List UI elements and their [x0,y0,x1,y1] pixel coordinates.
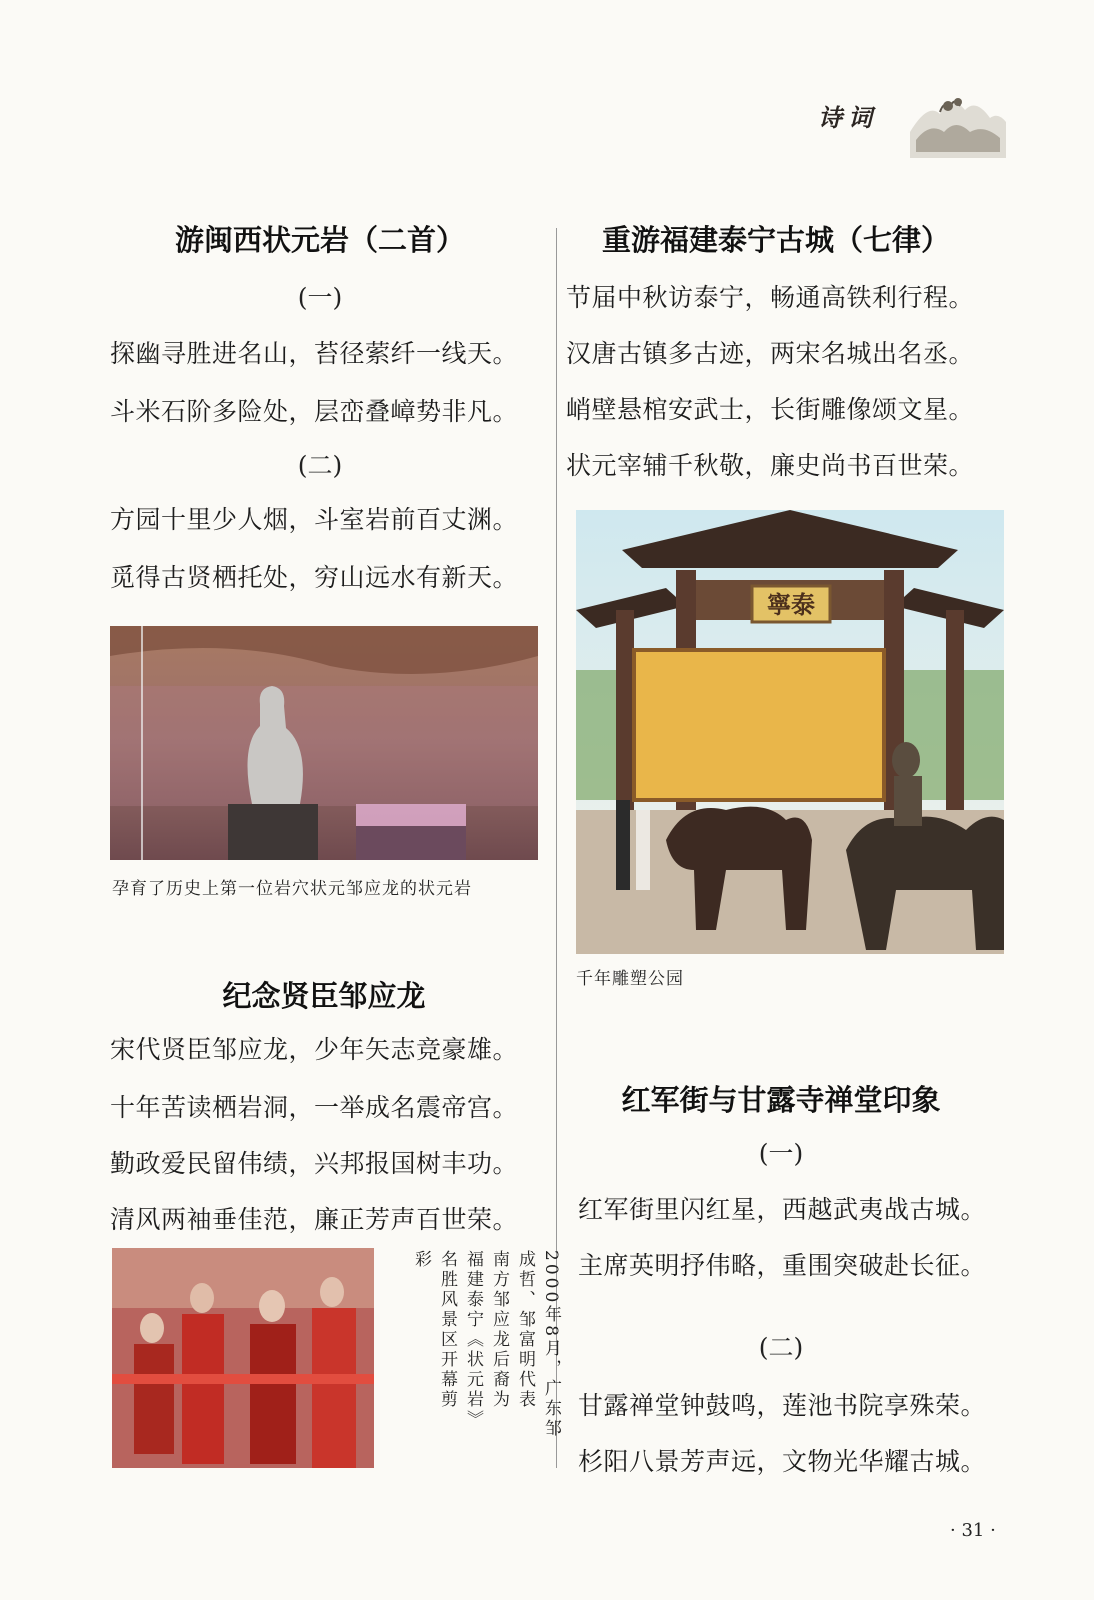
poem1-part2-label: (二) [297,451,343,480]
photo2-caption-col: 名胜风景区开幕剪 [437,1250,457,1410]
landscape-ornament [910,62,1006,158]
poem1-line: 探幽寻胜进名山，苔径萦纤一线天。 [110,339,519,368]
poem4-line: 主席英明抒伟略，重围突破赴长征。 [578,1251,987,1280]
photo2-caption-col: 2000年8月，广东邹 [541,1250,561,1440]
poem2-line: 勤政爱民留伟绩，兴邦报国树丰功。 [110,1149,519,1178]
poem2-line: 十年苦读栖岩洞，一举成名震帝宫。 [110,1093,519,1122]
photo1-caption: 孕育了历史上第一位岩穴状元邹应龙的状元岩 [112,879,472,899]
poem2-line: 清风两袖垂佳范，廉正芳声百世荣。 [110,1205,519,1234]
poem4-line: 红军街里闪红星，西越武夷战古城。 [578,1195,987,1224]
poem3-line: 峭壁悬棺安武士，长街雕像颂文星。 [566,395,975,424]
photo2-caption-col: 南方邹应龙后裔为 [489,1250,509,1410]
poem4-line: 甘露禅堂钟鼓鸣，莲池书院享殊荣。 [578,1391,987,1420]
poem1-line: 觅得古贤栖托处，穷山远水有新天。 [110,563,519,592]
page-number: · 31 · [950,1520,996,1541]
gate-sign-text: 寧泰 [767,590,815,619]
photo3-caption: 千年雕塑公园 [576,969,684,989]
section-label: 诗词 [818,103,878,132]
poem1-line: 方园十里少人烟，斗室岩前百丈渊。 [110,505,519,534]
photo2-caption-col: 福建泰宁《状元岩》 [463,1250,483,1430]
photo2-caption-col: 彩 [411,1250,431,1270]
statue-cave-photo [110,626,538,860]
ribbon-cutting-photo [112,1248,374,1468]
poem3-line: 汉唐古镇多古迹，两宋名城出名丞。 [566,339,975,368]
poem3-line: 状元宰辅千秋敬，廉史尚书百世荣。 [566,451,975,480]
poem4-title: 红军街与甘露寺禅堂印象 [621,1083,941,1117]
poem4-line: 杉阳八景芳声远，文物光华耀古城。 [578,1447,987,1476]
poem2-line: 宋代贤臣邹应龙，少年矢志竞豪雄。 [110,1035,519,1064]
photo2-caption-col: 成哲、邹富明代表 [515,1250,535,1410]
poem1-part1-label: (一) [297,283,343,312]
poem1-line: 斗米石阶多险处，层峦叠嶂势非凡。 [110,397,519,426]
poem4-part1-label: (一) [758,1139,804,1168]
poem1-title: 游闽西状元岩（二首） [174,223,465,257]
poem3-title: 重游福建泰宁古城（七律） [601,223,950,257]
poem3-line: 节届中秋访泰宁，畅通高铁利行程。 [566,283,975,312]
photo2-caption [396,1250,564,1480]
taining-gate-photo [576,510,1004,954]
poem2-title: 纪念贤臣邹应龙 [222,979,426,1013]
poem4-part2-label: (二) [758,1333,804,1362]
